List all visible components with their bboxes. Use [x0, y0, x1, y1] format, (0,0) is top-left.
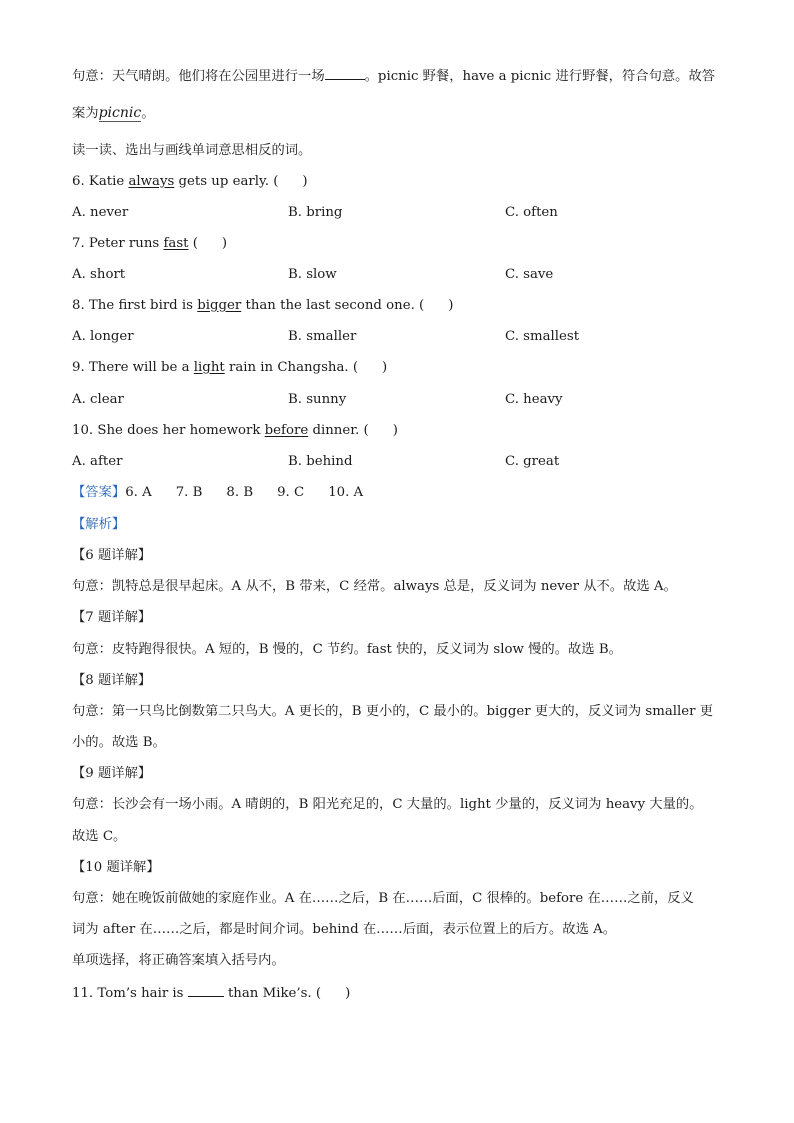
- answer-label: 【答案】: [72, 485, 126, 500]
- instruction-single-choice: 单项选择，将正确答案填入括号内。: [72, 953, 285, 968]
- option-c: C. great: [505, 454, 560, 469]
- option-a: A. after: [72, 454, 123, 469]
- underlined-word: bigger: [197, 298, 242, 313]
- answer-item: 10. A: [328, 485, 364, 500]
- underlined-word: always: [128, 174, 175, 189]
- question-10: 10. She does her homework before dinner. ( ): [72, 423, 398, 438]
- detail-heading-9: 【9 题详解】: [72, 766, 152, 781]
- option-b: B. bring: [288, 205, 343, 220]
- detail-text-10b: 词为 after 在……之后，都是时间介词。behind 在……后面，表示位置上的后方。故选 A。: [72, 922, 616, 937]
- fill-blank: [188, 984, 224, 997]
- option-a: A. clear: [72, 392, 124, 407]
- option-b: B. smaller: [288, 329, 357, 344]
- detail-heading-10: 【10 题详解】: [72, 860, 160, 875]
- intro-line-2: 案为picnic。: [72, 105, 155, 121]
- answer-line: [72, 484, 722, 502]
- option-a: A. longer: [72, 329, 134, 344]
- option-c: C. heavy: [505, 392, 563, 407]
- answer-item: 9. C: [277, 485, 305, 500]
- detail-text-10a: 句意：她在晚饭前做她的家庭作业。A 在……之后，B 在……后面，C 很棒的。before 在……之前，反义: [72, 891, 694, 906]
- question-7: 7. Peter runs fast ( ): [72, 236, 228, 251]
- question-9: 9. There will be a light rain in Changsha. ( ): [72, 360, 388, 375]
- question-11: 11. Tom’s hair is than Mike’s. ( ): [72, 986, 351, 1001]
- question-6: 6. Katie always gets up early. ( ): [72, 174, 308, 189]
- option-c: C. save: [505, 267, 554, 282]
- fill-blank: [325, 67, 365, 80]
- detail-text-9a: 句意：长沙会有一场小雨。A 晴朗的，B 阳光充足的，C 大量的。light 少量的，反义词为 heavy 大量的。: [72, 797, 703, 812]
- intro-line-1: 句意：天气晴朗。他们将在公园里进行一场 。picnic 野餐，have a picnic 进行野餐，符合句意。故答: [72, 69, 716, 84]
- option-b: B. behind: [288, 454, 353, 469]
- option-b: B. slow: [288, 267, 337, 282]
- underlined-word: light: [193, 360, 225, 375]
- option-c: C. often: [505, 205, 558, 220]
- analysis-label: 【解析】: [72, 517, 126, 532]
- detail-text-6: 句意：凯特总是很早起床。A 从不，B 带来，C 经常。always 总是，反义词为 never 从不。故选 A。: [72, 579, 677, 594]
- detail-text-7: 句意：皮特跑得很快。A 短的，B 慢的，C 节约。fast 快的，反义词为 slow 慢的。故选 B。: [72, 642, 622, 657]
- detail-heading-8: 【8 题详解】: [72, 673, 152, 688]
- underlined-word: before: [264, 423, 309, 438]
- detail-heading-7: 【7 题详解】: [72, 610, 152, 625]
- answer-item: 8. B: [226, 485, 254, 500]
- option-a: A. short: [72, 267, 126, 282]
- answer-item: 6. A: [125, 485, 152, 500]
- detail-text-8b: 小的。故选 B。: [72, 735, 166, 750]
- option-c: C. smallest: [505, 329, 580, 344]
- answer-item: 7. B: [175, 485, 203, 500]
- option-b: B. sunny: [288, 392, 347, 407]
- detail-heading-6: 【6 题详解】: [72, 548, 152, 563]
- instruction-antonyms: 读一读、选出与画线单词意思相反的词。: [72, 143, 312, 158]
- detail-text-9b: 故选 C。: [72, 829, 127, 844]
- detail-text-8a: 句意：第一只鸟比倒数第二只鸟大。A 更长的，B 更小的，C 最小的。bigger 更大的，反义词为 smaller 更: [72, 704, 713, 719]
- option-a: A. never: [72, 205, 129, 220]
- underlined-word: fast: [163, 236, 189, 251]
- handwritten-answer: picnic: [98, 105, 142, 121]
- question-8: 8. The first bird is bigger than the last second one. ( ): [72, 298, 454, 313]
